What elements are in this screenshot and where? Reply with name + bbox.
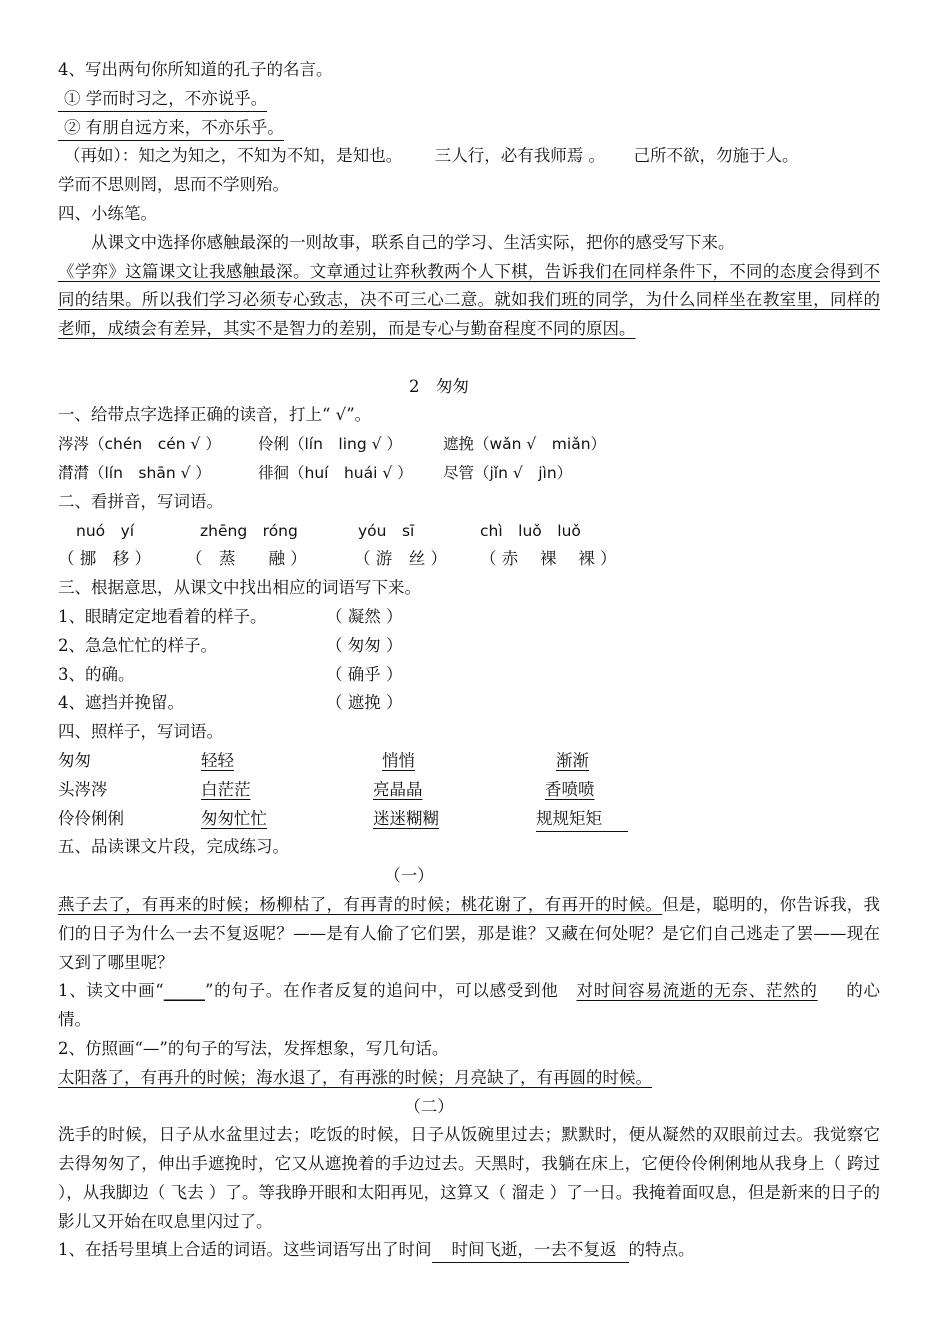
section4-prompt: 从课文中选择你感触最深的一则故事，联系自己的学习、生活实际，把你的感受写下来。 bbox=[91, 232, 735, 252]
q4-answer-1: ① 学而时习之，不亦说乎。 bbox=[58, 85, 880, 114]
l2-s2-title: 二、看拼音，写词语。 bbox=[58, 491, 223, 511]
q4-more-examples: （再如）：知之为知之，不知为不知，是知也。 三人行，必有我师焉 。 己所不欲，勿施于人。 bbox=[64, 146, 799, 166]
lesson-title: 2 匆匆 bbox=[409, 376, 469, 396]
q4-title: 4、写出两句你所知道的孔子的名言。 bbox=[58, 60, 333, 79]
l2-s2-words: （ 挪 移 ） （ 蒸 融 ） （ 游 丝 ） （ 赤 裸 裸 ） bbox=[58, 549, 617, 569]
l2-s3-item: 1、眼睛定定地看着的样子。 （ 凝然 ） bbox=[58, 606, 403, 626]
section4-answer: 《学弈》这篇课文让我感触最深。文章通过让弈秋教两个人下棋，告诉我们在同样条件下，不同的态度会得到不同的结果。所以我们学习必须专心致志，决不可三心二意。就如我们班的同学，为什么同样坐在教室里，同样的老师，成绩会有差异，其实不是智力的差别，而是专心与勤奋程度不同的原因。 bbox=[58, 261, 880, 339]
l2-s1-row1: 涔涔（chén cén √ ） 伶俐（lín ling √ ） 遮挽（wǎn √ miǎn） bbox=[58, 435, 607, 454]
passage-2-text: 洗手的时候，日子从水盆里过去；吃饭的时候，日子从饭碗里过去；默默时，便从凝然的双眼前过去。我觉察它去得匆匆了，伸出手遮挽时，它又从遮挽着的手边过去。天黑时，我躺在床上，它便伶伶俐俐地从我身上（ 跨过 ），从我脚边（ 飞去 ）了。等我睁开眼和太阳再见，这算又（ 溜走 ）了一日。我掩着面叹息，但是新来的日子的影儿又开始在叹息里闪过了。 bbox=[58, 1125, 881, 1231]
l2-s3-title: 三、根据意思，从课文中找出相应的词语写下来。 bbox=[58, 578, 421, 598]
worksheet-page bbox=[58, 56, 880, 1265]
l2-s3-item: 4、遮挡并挽留。 （ 遮挽 ） bbox=[58, 693, 403, 713]
l2-s3-item: 2、急急忙忙的样子。 （ 匆匆 ） bbox=[58, 635, 403, 655]
l2-s4-row: 伶伶俐俐 匆匆忙忙 迷迷糊糊 规规矩矩 bbox=[58, 805, 880, 834]
l2-s1-row2: 潸潸（lín shān √ ） 徘徊（huí huái √ ） 尽管（jǐn √ jìn） bbox=[58, 463, 573, 482]
section4-title: 四、小练笔。 bbox=[58, 203, 157, 223]
passage-2-label: （二） bbox=[404, 1096, 454, 1116]
l2-s1-title: 一、给带点字选择正确的读音，打上“ √”。 bbox=[58, 405, 372, 425]
passage-1-q2-answer: 太阳落了，有再升的时候；海水退了，有再涨的时候；月亮缺了，有再圆的时候。 bbox=[58, 1067, 652, 1087]
passage-1-q2: 2、仿照画“—”的句子的写法，发挥想象，写几句话。 bbox=[58, 1038, 449, 1058]
l2-s3-item: 3、的确。 （ 确乎 ） bbox=[58, 664, 403, 684]
l2-s4-title: 四、照样子，写词语。 bbox=[58, 722, 223, 742]
l2-s2-pinyin: nuó yí zhēng róng yóu sī chì luǒ luǒ bbox=[76, 521, 581, 540]
l2-s5-title: 五、品读课文片段，完成练习。 bbox=[58, 837, 289, 857]
passage-1-label: （一） bbox=[384, 866, 434, 886]
passage-1-text: 燕子去了，有再来的时候；杨柳枯了，有再青的时候；桃花谢了，有再开的时候。但是，聪明的，你告诉我，我们的日子为什么一去不复返呢？——是有人偷了它们罢，那是谁？又藏在何处呢？是它们自己逃走了罢——现在又到了哪里呢？ bbox=[58, 894, 880, 972]
q4-answer-2: ② 有朋自远方来，不亦乐乎。 bbox=[58, 114, 880, 143]
l2-s4-row: 头涔涔 白茫茫 亮晶晶 香喷喷 bbox=[58, 779, 595, 799]
l2-s4-row: 匆匆 轻轻 悄悄 渐渐 bbox=[58, 750, 589, 770]
passage-1-q1: 1、读文中画“_____”的句子。在作者反复的追问中，可以感受到他 对时间容易流逝的无奈、茫然的 的心情。 bbox=[58, 981, 881, 1030]
q4-more-examples-2: 学而不思则罔，思而不学则殆。 bbox=[58, 175, 289, 195]
passage-2-q1: 1、在括号里填上合适的词语。这些词语写出了时间 时间飞逝，一去不复返 的特点。 bbox=[58, 1236, 880, 1265]
